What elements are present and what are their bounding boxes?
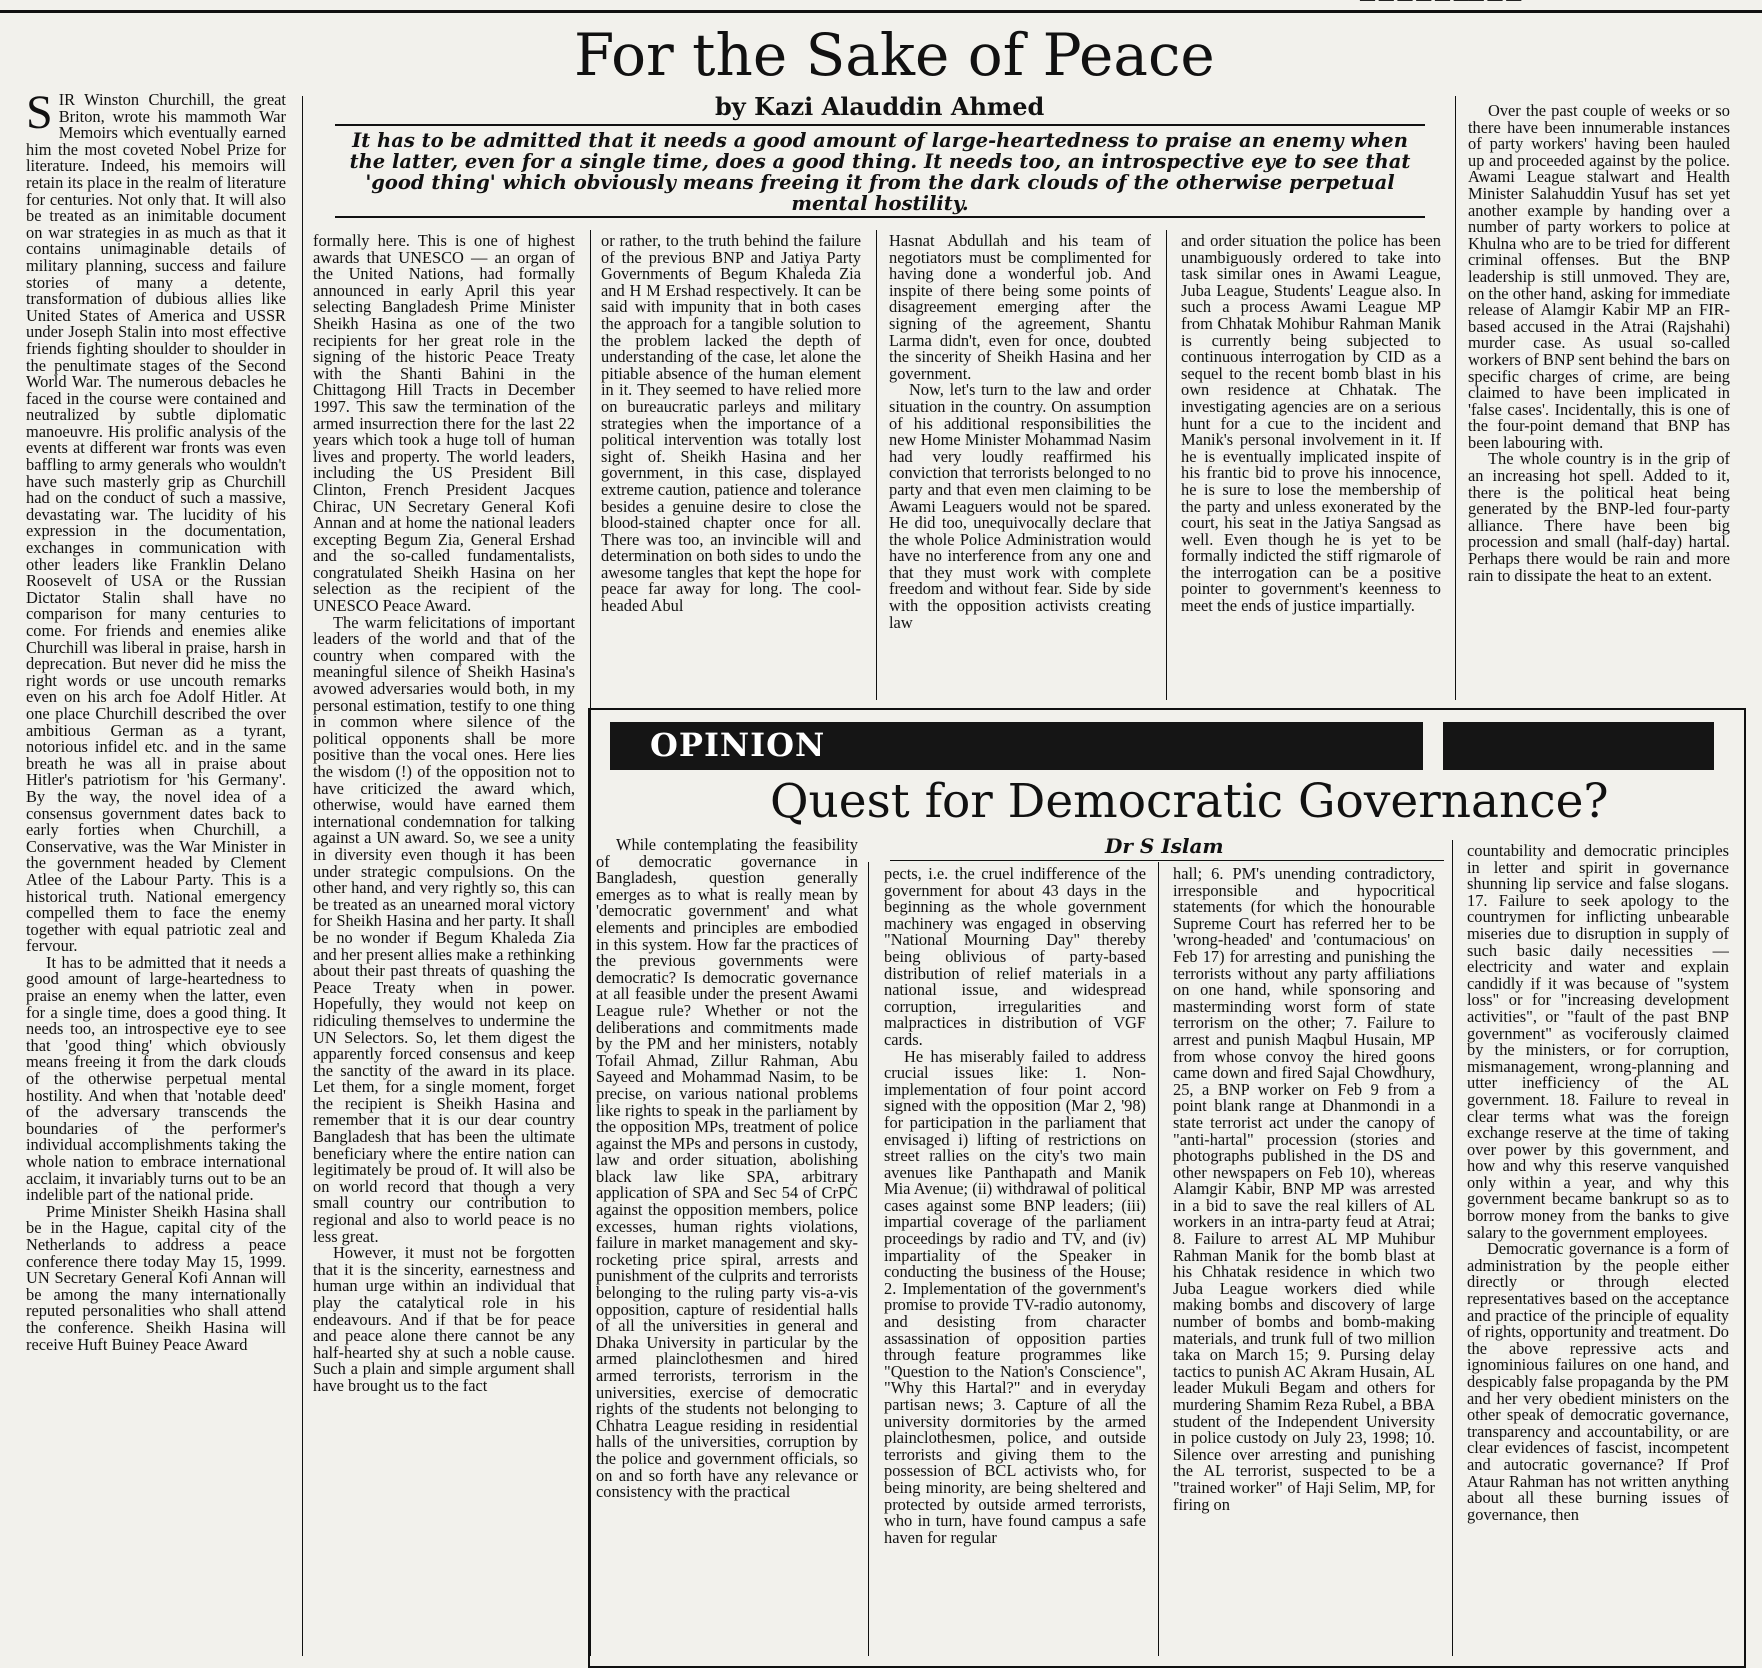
article1-col3-paragraph: or rather, to the truth behind the failure of the previous BNP and Jatiya Party Governments of Begum Khaleda Zia and H M Ershad respectively. It can be said with impunity that in both cases the approach for a tangible solution to the problem lacked the depth of understanding of the case, let alone the pitiable absence of the human element in it. They seemed to have relied more on bureaucratic parleys and military strategies when the importance of a political intervention was totally lost sight of. Sheikh Hasina and her government, in this case, displayed extreme caution, patience and tolerance besides a genuine desire to close the blood-stained chapter once for all. There was too, an invincible will and determination on both sides to undo the awesome tangles that kept the hope for peace far away for long. The cool-headed Abul: [601, 233, 861, 616]
article-headline: For the Sake of Peace: [574, 21, 1215, 89]
column-divider: [1452, 840, 1453, 1656]
opinion-column-3: [1173, 866, 1435, 1656]
article-byline: by Kazi Alauddin Ahmed: [715, 92, 1045, 121]
article1-col1-paragraph: It has to be admitted that it needs a good amount of large-heartedness to praise an enemy when the latter, even for a single time, does a good thing. It needs too, an introspective eye to see that 'good thing' which obviously means freeing it from the dark clouds of the otherwise perpetual mental hostility. And when that 'notable deed' of the adversary transcends the boundaries of the performer's individual accomplishments taking the whole nation to embrace international acclaim, it invariably turns out to be an indelible part of the national pride.: [26, 952, 286, 1205]
article1-column-5: [1181, 233, 1441, 702]
standfirst-bottom-rule: [335, 216, 1425, 218]
opinion-banner-gap: [1423, 722, 1443, 770]
article1-column-4: [889, 233, 1151, 702]
opinion-col4-paragraph: Democratic governance is a form of administration by the people either directly or through elected representatives based on the acceptance and practice of the principle of equality of rights, opportunity and treatment. Do the above repressive acts and ignominious failures on one hand, and despicably false propaganda by the PM and her very obedient ministers on the other speak of democratic governance, transparency and accountability, or are clear evidences of fascist, incompetent and autocratic governance? If Prof Ataur Rahman has not written anything about all these burning issues of governance, then: [1467, 1239, 1729, 1524]
column-divider: [876, 230, 877, 700]
article1-column-1: [26, 92, 286, 1654]
column-divider: [868, 862, 869, 1656]
opinion-byline: Dr S Islam: [1105, 834, 1224, 858]
opinion-section-label: OPINION: [650, 726, 826, 764]
article1-column-3: [601, 233, 861, 702]
masthead-fragment: — — — — — —— — —: [1360, 0, 1522, 8]
article1-col4-paragraph: Hasnat Abdullah and his team of negotiators must be complimented for having done a wonderful job. And inspite of there being some points of disagreement emerging after the signing of the agreement, Shantu Larma didn't, even for once, doubted the sincerity of Sheikh Hasina and her government.: [889, 233, 1151, 383]
article1-col4-paragraph: Now, let's turn to the law and order situation in the country. On assumption of his additional responsibilities the new Home Minister Mohammad Nasim had very loudly reaffirmed his conviction that terrorists belonged to no party and that even men claiming to be Awami Leaguers would not be spared. He did too, unequivocally declare that the whole Police Administration would have no interference from any one and that they must work with complete freedom and without fear. Side by side with the opposition activists creating law: [889, 380, 1151, 632]
article1-col1-paragraph: IR Winston Churchill, the great Briton, wrote his mammoth War Memoirs which eventually earned him the most coveted Nobel Prize for literature. Indeed, his memoirs will retain its place in the realm of literature for centuries. Not only that. It will also be treated as an inimitable document on war strategies in as much as that it contains unimaginable details of military planning, success and failure stories of many a detente, transformation of dubious allies like United States of America and USSR under Joseph Stalin into most effective friends fighting shoulder to shoulder in the penultimate stages of the Second World War. The numerous debacles he faced in the course were contained and neutralized by subtle diplomatic manoeuvre. His prolific analysis of the events at different war fronts was even baffling to army generals who wouldn't have such masterly grip as Churchill had on the conduct of such a massive, devastating war. The lucidity of his expression in the documentation, exchanges in communication with other leaders like Franklin Delano Roosevelt of USA or the Russian Dictator Stalin shall have no comparison for many centuries to come. For friends and enemies alike Churchill was liberal in praise, harsh in deprecation. But never did he miss the right words or use uncouth remarks even on his arch foe Adolf Hitler. At one place Churchill described the over ambitious German as a tyrant, notorious infidel etc. and in the same breath he was all in praise about Hitler's patriotism for 'his Germany'. By the way, the novel idea of a consensus government dates back to early forties when Churchill, a Conservative, was the War Minister in the government headed by Clement Atlee of the Labour Party. This is a historical truth. National emergency compelled them to face the enemy together with equal patriotic zeal and fervour.: [26, 92, 286, 956]
opinion-col3-paragraph: hall; 6. PM's unending contradictory, irresponsible and hypocritical statements (for which the honourable Supreme Court has referred her to be 'wrong-headed' and 'contumacious' on Feb 17) for arresting and punishing the terrorists without any party affiliations on one hand, while sponsoring and masterminding worst form of state terrorism on the other; 7. Failure to arrest and punish Maqbul Husain, MP from whose convoy the hired goons came down and fired Sajal Chowdhury, 25, a BNP worker on Feb 9 from a point blank range at Dhanmondi in a state terrorist act under the canopy of "anti-hartal" procession (stories and photographs published in the DS and other newspapers on Feb 10), whereas Alamgir Kabir, BNP MP was arrested in a bid to save the real killers of AL workers in an intra-party feud at Atrai; 8. Failure to arrest AL MP Muhibur Rahman Manik for the bomb blast at his Chhatak residence in which two Juba League workers died while making bombs and discovery of large number of bombs and bomb-making materials, and trunk full of two million taka on March 15; 9. Pursing delay tactics to punish AC Akram Husain, AL leader Mukuli Begam and others for murdering Shamim Reza Rubel, a BBA student of the Independent University in police custody on July 23, 1998; 10. Silence over arresting and punishing the AL terrorist, suspected to be a "trained worker" of Haji Selim, MP, for firing on: [1173, 866, 1435, 1514]
opinion-column-4: [1467, 843, 1729, 1656]
article1-column-2: [313, 233, 575, 1654]
opinion-headline: Quest for Democratic Governance?: [770, 774, 1609, 829]
column-divider: [1158, 862, 1159, 1656]
opinion-col4-paragraph: countability and democratic principles in letter and spirit in governance shunning lip service and false slogans. 17. Failure to seek apology to the countrymen for inflicting unbearable miseries due to disruption in supply of such basic daily necessities — electricity and water and explain candidly if it was because of "system loss" or for "increasing development activities", or "fault of the past BNP government" as vociferously claimed by the ministers, or for corruption, mismanagement, wrong-planning and utter inefficiency of the AL government. 18. Failure to reveal in clear terms what was the foreign exchange reserve at the time of taking over power by this government, and how and why this reserve vanquished only within a year, and why this government became bankrupt so as to borrow money from the banks to give salary to the government employees.: [1467, 843, 1729, 1242]
article1-col2-paragraph: formally here. This is one of highest awards that UNESCO — an organ of the United Nations, had formally announced in early April this year selecting Bangladesh Prime Minister Sheikh Hasina as one of the two recipients for her great role in the signing of the historic Peace Treaty with the Shanti Bahini in the Chittagong Hill Tracts in December 1997. This saw the termination of the armed insurrection there for the last 22 years which took a huge toll of human lives and property. The world leaders, including the US President Bill Clinton, French President Jacques Chirac, UN Secretary General Kofi Annan and at home the national leaders excepting Begum Zia, General Ershad and the so-called fundamentalists, congratulated Sheikh Hasina on her selection as the recipient of the UNESCO Peace Award.: [313, 233, 575, 616]
opinion-column-2: [884, 866, 1146, 1656]
column-divider: [302, 96, 303, 1656]
opinion-byline-rule: [890, 860, 1444, 861]
opinion-col2-paragraph: pects, i.e. the cruel indifference of the government for about 43 days in the beginning as the whole government machinery was engaged in observing "National Mourning Day" thereby being oblivious of party-based distribution of relief materials in a national issue, and widespread corruption, irregularities and malpractices in distribution of VGF cards.: [884, 866, 1146, 1049]
standfirst-top-rule: [335, 124, 1425, 126]
opinion-col1-paragraph: While contemplating the feasibility of democratic governance in Bangladesh, question generally emerges as to what is really mean by 'democratic government' and what elements and principles are embodied in this system. How far the practices of the previous governments were democratic? Is democratic governance at all feasible under the present Awami League rule? Whether or not the deliberations and commitments made by the PM and her ministers, notably Tofail Ahmad, Zillur Rahman, Abu Sayeed and Mohammad Nasim, to be precise, on various national problems like rights to speak in the parliament by the opposition MPs, treatment of police against the MPs and persons in custody, law and order situation, abolishing black law like SPA, arbitrary application of SPA and Sec 54 of CrPC against the opposition members, police excesses, human rights violations, failure in market management and sky-rocketing price spiral, arrests and punishment of the culprits and terrorists belonging to the ruling party vis-a-vis opposition, capture of residential halls of all the universities in general and Dhaka University in particular by the armed plainclothesmen and hired armed terrorists, terrorism in the universities, exercise of democratic rights of the students not belonging to Chhatra League residing in residential halls of the universities, corruption by the police and government officials, so on and so forth have any relevance or consistency with the practical: [596, 837, 858, 1502]
article1-col6-paragraph: Over the past couple of weeks or so there have been innumerable instances of party workers' having been hauled up and proceeded against by the police. Awami League stalwart and Health Minister Salahuddin Yusuf has set yet another example by handing over a number of party workers to police at Khulna who are to be tried for different criminal offenses. But the BNP leadership is still unmoved. They are, on the other hand, asking for immediate release of Alamgir Kabir MP an FIR-based accused in the Atrai (Rajshahi) murder case. As usual so-called workers of BNP sent behind the bars on specific charges of crime, are being claimed to have been implicated in 'false cases'. Incidentally, this is one of the four-point demand that BNP has been labouring with.: [1468, 103, 1730, 452]
column-divider: [1455, 96, 1456, 700]
top-rule: [0, 10, 1762, 13]
drop-cap: S: [26, 92, 53, 139]
opinion-col2-paragraph: He has miserably failed to address crucial issues like: 1. Non-implementation of four point accord signed with the opposition (Mar 2, '98) for participation in the parliament that envisaged i) lifting of restrictions on street rallies on the city's two main avenues like Panthapath and Manik Mia Avenue; (ii) withdrawal of political cases against some BNP leaders; (iii) impartial coverage of the parliament proceedings by radio and TV, and (iv) impartiality of the Speaker in conducting the business of the House; 2. Implementation of the government's promise to provide TV-radio autonomy, and desisting from character assassination of opposition parties through feature programmes like "Question to the Nation's Conscience", "Why this Hartal?" and in everyday partisan news; 3. Capture of all the university dormitories by the armed plainclothesmen, police, and outside terrorists and giving them to the possession of BCL activists who, for being minority, are being sheltered and protected by outside armed terrorists, who in turn, have found campus a safe haven for regular: [884, 1046, 1146, 1547]
article1-col2-paragraph: However, it must not be forgotten that it is the sincerity, earnestness and human urge within an individual that play the catalytical role in his endeavours. And if that be for peace and peace alone there cannot be any half-hearted shy at such a noble cause. Such a plain and simple argument shall have brought us to the fact: [313, 1243, 575, 1395]
article1-col2-paragraph: The warm felicitations of important leaders of the world and that of the country when compared with the meaningful silence of Sheikh Hasina's avowed adversaries would both, in my personal estimation, testify to one thing in common where silence of the political opponents shall be more positive than the vocal ones. Here lies the wisdom (!) of the opposition not to have criticized the award which, otherwise, would have earned them international condemnation for talking against a UN award. So, we see a unity in diversity even though it has been under strategic compulsions. On the other hand, and very rightly so, this can be treated as an unearned moral victory for Sheikh Hasina and her party. It shall be no wonder if Begum Khaleda Zia and her present allies make a rethinking about their past threats of quashing the Peace Treaty when in power. Hopefully, they would not keep on ridiculing themselves to undermine the UN Selectors. So, let them digest the apparently forced consensus and keep the sanctity of the award in its place. Let them, for a single moment, forget the recipient is Sheikh Hasina and remember that it is our dear country Bangladesh that has been the ultimate beneficiary where the entire nation can legitimately be proud of. It will also be on world record that though a very small country our contribution to regional and also to world peace is no less great.: [313, 612, 575, 1246]
article1-col6-paragraph: The whole country is in the grip of an increasing hot spell. Added to it, there is the political heat being generated by the BNP-led four-party alliance. There have been big procession and small (half-day) hartal. Perhaps there would be rain and more rain to dissipate the heat to an extent.: [1468, 449, 1730, 585]
opinion-column-1: [596, 837, 858, 1656]
column-divider: [1166, 230, 1167, 700]
article1-column-6: [1468, 103, 1730, 703]
article1-col5-paragraph: and order situation the police has been unambiguously ordered to take into task similar ones in Awami League, Juba League, Students' League also. In such a process Awami League MP from Chhatak Mohibur Rahman Manik is currently being subjected to continuous interrogation by CID as a sequel to the recent bomb blast in his own residence at Chhatak. The investigating agencies are on a serious hunt for a cue to the incident and Manik's personal involvement in it. If he is eventually implicated inspite of his frantic bid to prove his innocence, he is sure to lose the membership of the party and unless exonerated by the court, his seat in the Jatiya Sangsad as well. Even though he is yet to be formally indicted the stiff rigmarole of the interrogation can be a positive pointer to government's keenness to meet the ends of justice impartially.: [1181, 233, 1441, 616]
article-standfirst: It has to be admitted that it needs a good amount of large-heartedness to praise an enemy when the latter, even for a single time, does a good thing. It needs too, an introspective eye to see that 'good thing' which obviously means freeing it from the dark clouds of the otherwise perpetual mental hostility.: [349, 129, 1411, 215]
article1-col1-paragraph: Prime Minister Sheikh Hasina shall be in the Hague, capital city of the Netherlands to address a peace conference there today May 15, 1999. UN Secretary General Kofi Annan will be among the many internationally reputed personalities who shall attend the conference. Sheikh Hasina will receive Huft Buiney Peace Award: [26, 1201, 286, 1354]
